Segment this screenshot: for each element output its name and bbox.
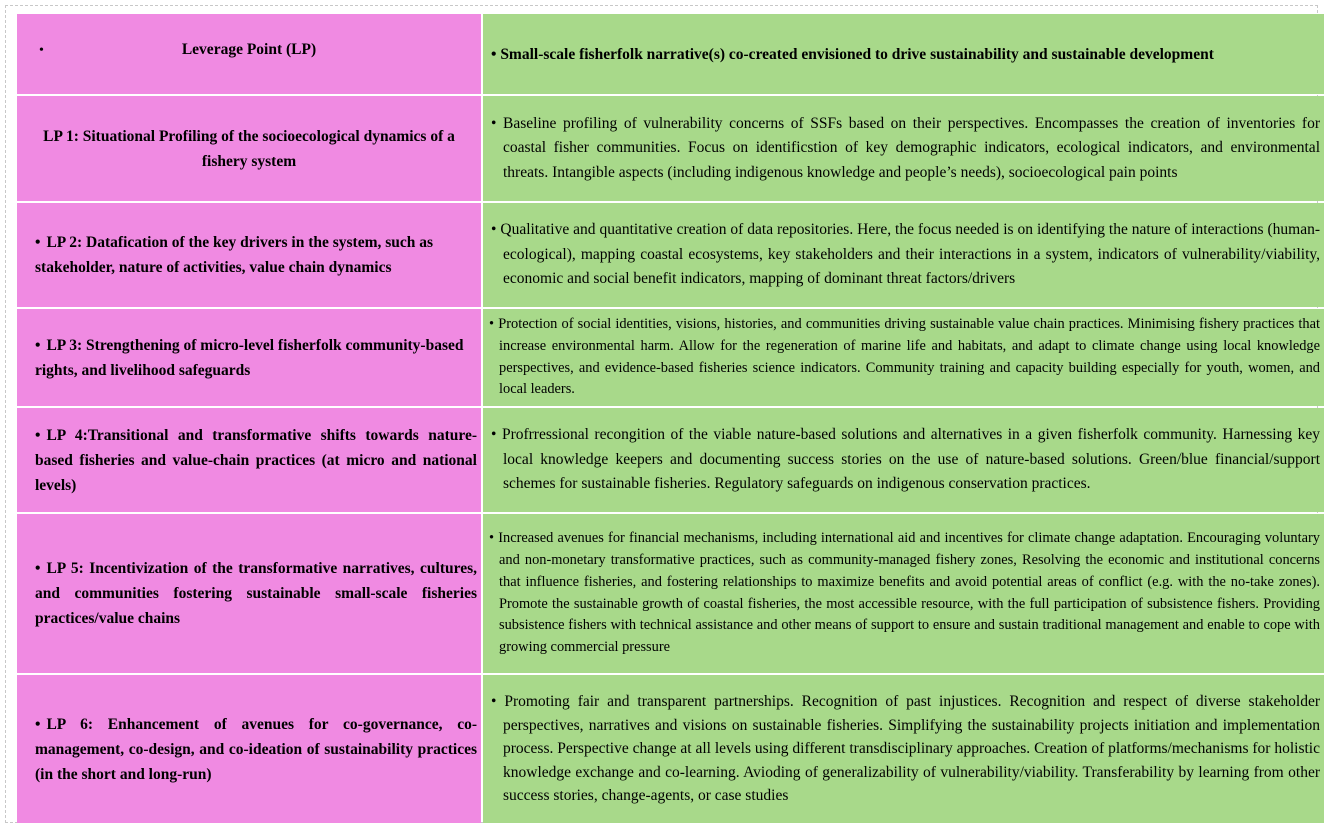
- header-cell-narrative: [483, 14, 1324, 94]
- lp-cell: [17, 408, 481, 512]
- lp-label: LP 3: Strengthening of micro-level fisherfolk community-based rights, and livelihood safeguards: [35, 336, 464, 379]
- bullet-icon: •: [489, 530, 495, 547]
- leverage-points-table: [15, 12, 1325, 825]
- lp-label: LP 5: Incentivization of the transformative narratives, cultures, and communities fostering sustainable small-scale fisheries practices/value chains: [35, 560, 477, 627]
- bullet-icon: •: [491, 114, 497, 132]
- table-row: [17, 514, 1324, 673]
- header-narrative: Small-scale fisherfolk narrative(s) co-created envisioned to drive sustainability and sustainable development: [500, 45, 1214, 63]
- bullet-icon: •: [35, 426, 41, 444]
- lp-cell: [17, 309, 481, 406]
- bullet-icon: •: [35, 336, 41, 354]
- desc-cell: [483, 514, 1324, 673]
- desc-cell: [483, 309, 1324, 406]
- lp-label: LP 4:Transitional and transformative shifts towards nature-based fisheries and value-chain practices (at micro and national levels): [35, 426, 477, 494]
- table-row: [17, 408, 1324, 512]
- table-row: [17, 309, 1324, 406]
- header-leverage-point: Leverage Point (LP): [181, 41, 317, 58]
- lp-description: Qualitative and quantitative creation of data repositories. Here, the focus needed is on identifying the nature of interactions (human-ecological), mapping coastal ecosystems, key stakeholders and their interactions in a system, indicators of vulnerability/viability, economic and social benefit indicators, mapping of dominant threat factors/drivers: [500, 221, 1320, 288]
- document-frame: [5, 5, 1321, 823]
- lp-cell: [17, 96, 481, 201]
- lp-cell: [17, 203, 481, 307]
- lp-cell: [17, 514, 481, 673]
- desc-cell: [483, 96, 1324, 201]
- table-row: [17, 96, 1324, 201]
- bullet-icon: •: [35, 715, 41, 733]
- lp-label: LP 1: Situational Profiling of the socioecological dynamics of a fishery system: [43, 127, 455, 170]
- bullet-icon: •: [491, 221, 497, 239]
- lp-description: Protection of social identities, visions, histories, and communities driving sustainable value chain practices. Minimising fishery practices that increase environmental harm. Allow for the regeneration of marine life and habitats, and adapt to climate change using local knowledge perspectives, and evidence-based fisheries science indicators. Community training and capacity building especially for youth, women, and local leaders.: [498, 315, 1320, 398]
- table-header-row: [17, 14, 1324, 94]
- table-row: [17, 675, 1324, 823]
- bullet-icon: •: [491, 693, 497, 711]
- lp-description: Baseline profiling of vulnerability concerns of SSFs based on their perspectives. Encompasses the creation of inventories for coastal fisher communities. Focus on identificstion of key demographic indicators, ecological indicators, and environmental threats. Intangible aspects (including indigenous knowledge and people’s needs), socioecological pain points: [503, 114, 1320, 181]
- bullet-icon: •: [39, 43, 44, 58]
- bullet-icon: •: [489, 315, 495, 332]
- lp-description: Promoting fair and transparent partnerships. Recognition of past injustices. Recognition and respect of diverse stakeholder perspectives, narratives and visions on sustainable fisheries. Simplifying the sustainability projects initiation and implementation process. Perspective change at all levels using different transdisciplinary approaches. Creation of platforms/mechanisms for holistic knowledge exchange and co-learning. Avioding of generalizability of vulnerability/viability. Transferability by learning from other success stories, change-agents, or case studies: [503, 693, 1320, 805]
- table-row: [17, 203, 1324, 307]
- lp-cell: [17, 675, 481, 823]
- lp-label: LP 6: Enhancement of avenues for co-governance, co-management, co-design, and co-ideation of sustainability practices (in the short and long-run): [35, 715, 477, 783]
- bullet-icon: •: [35, 560, 41, 577]
- header-cell-leverage-point: [17, 14, 481, 94]
- lp-label: LP 2: Datafication of the key drivers in the system, such as stakeholder, nature of activities, value chain dynamics: [35, 234, 434, 276]
- bullet-icon: •: [491, 426, 497, 444]
- lp-description: Increased avenues for financial mechanisms, including international aid and incentives for climate change adaptation. Encouraging voluntary and non-monetary transformative practices, such as community-managed fishery zones, Resolving the economic and institutional concerns that influence fisheries, and fostering relationships to maximize benefits and avoid potential areas of conflict (e.g. with the no-take zones). Promote the sustainable growth of coastal fisheries, the most accessible resource, with the full participation of subsistence fishers. Providing subsistence fishers with technical assistance and other means of support to ensure and sustain traditional management and enable to cope with growing commercial pressure: [498, 530, 1320, 656]
- bullet-icon: •: [35, 234, 41, 251]
- lp-description: Profrressional recongition of the viable nature-based solutions and alternatives in a given fisherfolk community. Harnessing key local knowledge keepers and documenting success stories on the use of nature-based solutions. Green/blue financial/support schemes for sustainable fisheries. Regulatory safeguards on indigenous conservation practices.: [501, 426, 1321, 493]
- desc-cell: [483, 408, 1324, 512]
- desc-cell: [483, 675, 1324, 823]
- desc-cell: [483, 203, 1324, 307]
- bullet-icon: •: [491, 45, 497, 63]
